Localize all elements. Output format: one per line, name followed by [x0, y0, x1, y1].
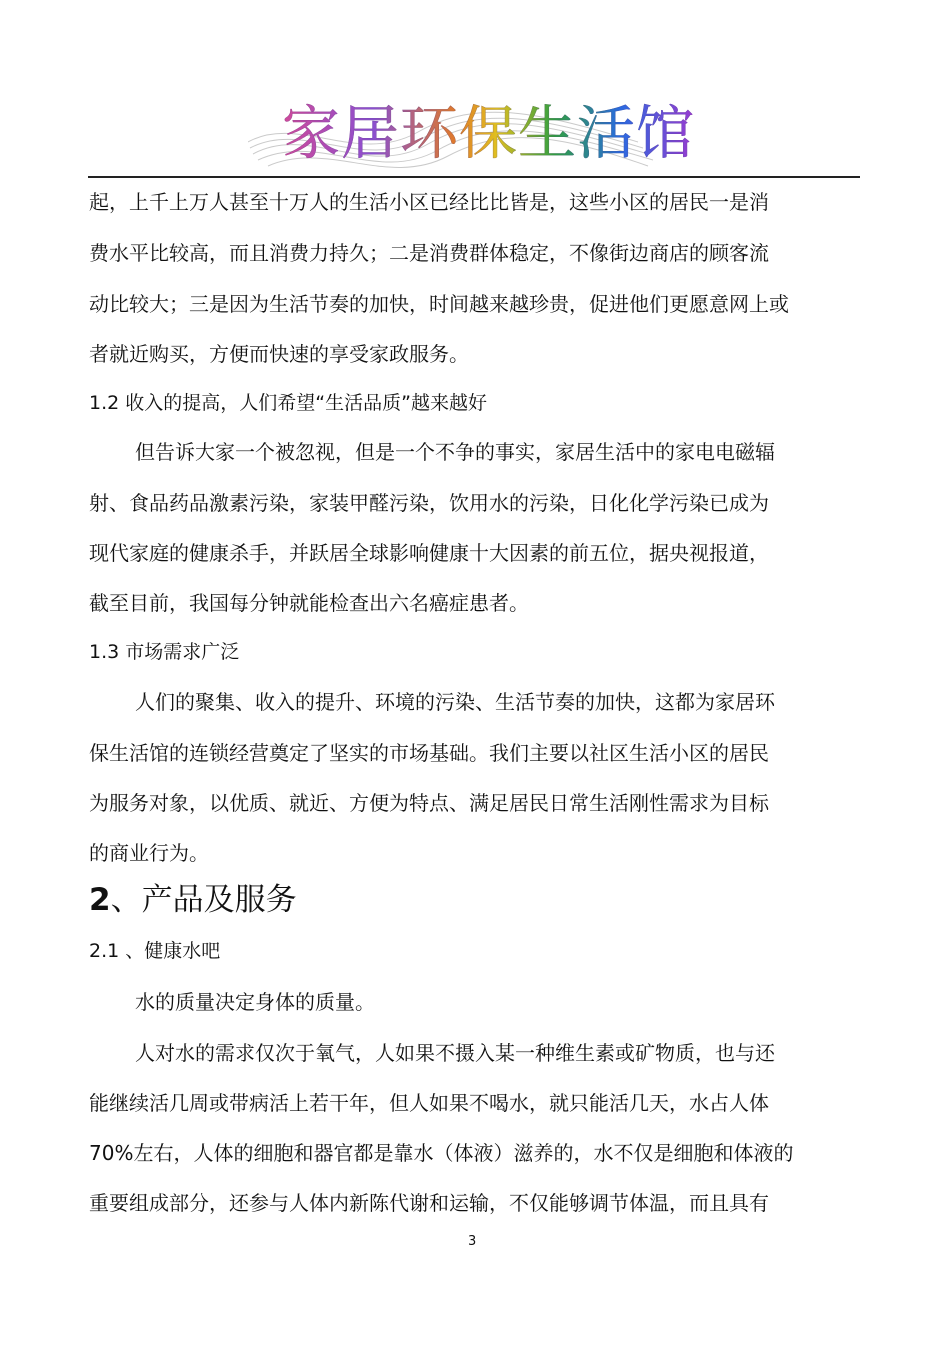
- paragraph-line: 为服务对象，以优质、就近、方便为特点、满足居民日常生活刚性需求为目标: [89, 791, 769, 815]
- page-number: 3: [468, 1234, 477, 1249]
- paragraph-line: 重要组成部分，还参与人体内新陈代谢和运输，不仅能够调节体温，而且具有: [89, 1191, 769, 1215]
- chapter-heading-2: [89, 880, 297, 920]
- section-heading-1-3: 1.3 市场需求广泛: [89, 641, 240, 663]
- paragraph-line: 人对水的需求仅次于氧气，人如果不摄入某一种维生素或矿物质，也与还: [135, 1041, 775, 1065]
- section-heading-2-1: 2.1 、健康水吧: [89, 940, 221, 962]
- section-heading-1-2: 1.2 收入的提高，人们希望“生活品质”越来越好: [89, 392, 487, 414]
- chapter-title: 、产品及服务: [110, 882, 297, 918]
- paragraph-line: 水的质量决定身体的质量。: [135, 990, 375, 1014]
- paragraph-line: 70%左右，人体的细胞和器官都是靠水（体液）滋养的，水不仅是细胞和体液的: [89, 1141, 794, 1165]
- paragraph-line: 截至目前，我国每分钟就能检查出六名癌症患者。: [89, 591, 529, 615]
- paragraph-line: 人们的聚集、收入的提升、环境的污染、生活节奏的加快，这都为家居环: [135, 690, 775, 714]
- paragraph-line: 保生活馆的连锁经营奠定了坚实的市场基础。我们主要以社区生活小区的居民: [89, 741, 769, 765]
- paragraph-line: 者就近购买，方便而快速的享受家政服务。: [89, 342, 469, 366]
- paragraph-line: 的商业行为。: [89, 841, 209, 865]
- paragraph-line: 现代家庭的健康杀手，并跃居全球影响健康十大因素的前五位，据央视报道，: [89, 541, 769, 565]
- paragraph-line: 能继续活几周或带病活上若干年，但人如果不喝水，就只能活几天，水占人体: [89, 1091, 769, 1115]
- paragraph-line: 射、食品药品激素污染，家装甲醛污染，饮用水的污染，日化化学污染已成为: [89, 491, 769, 515]
- header-divider: [88, 176, 860, 178]
- paragraph-line: 但告诉大家一个被忽视，但是一个不争的事实，家居生活中的家电电磁辐: [135, 440, 775, 464]
- paragraph-line: 起，上千上万人甚至十万人的生活小区已经比比皆是，这些小区的居民一是消: [89, 190, 769, 214]
- paragraph-line: 费水平比较高，而且消费力持久；二是消费群体稳定，不像街边商店的顾客流: [89, 241, 769, 265]
- paragraph-line: 动比较大；三是因为生活节奏的加快，时间越来越珍贵，促进他们更愿意网上或: [89, 292, 789, 316]
- chapter-number: 2: [89, 882, 111, 918]
- header-title: 家居环保生活馆: [282, 86, 695, 170]
